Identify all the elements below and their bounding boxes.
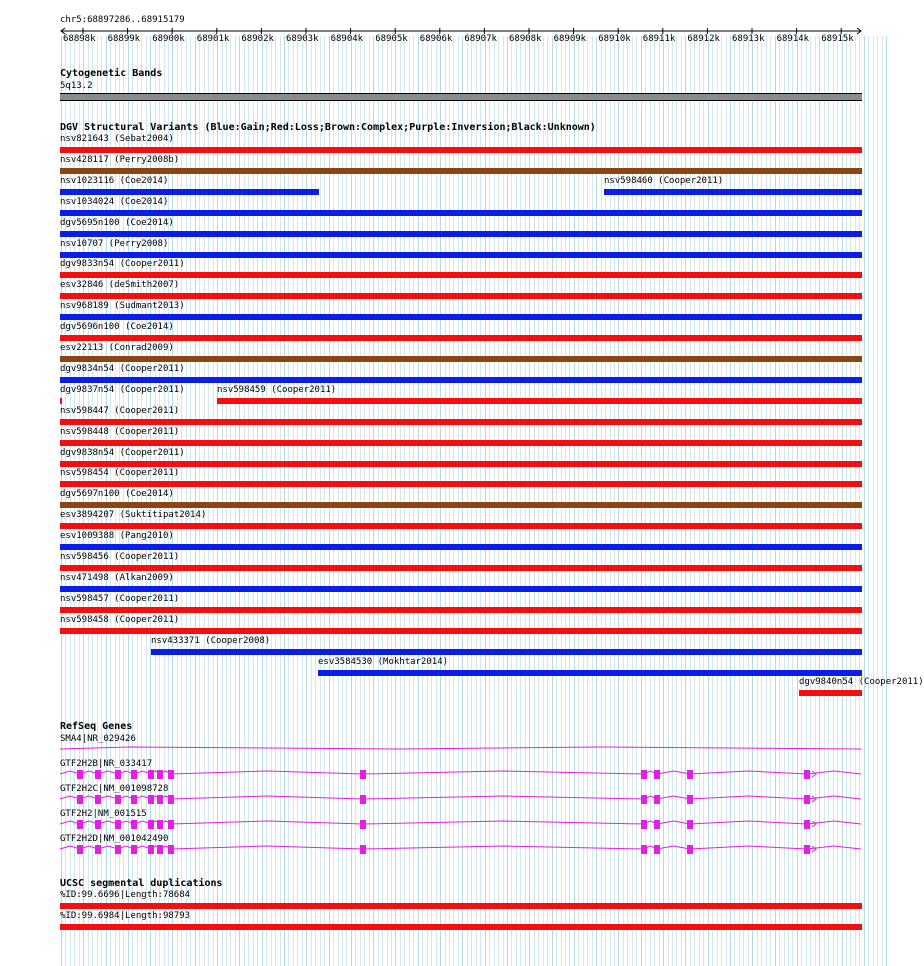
refseq-gene-model[interactable] — [60, 747, 861, 749]
dgv-variant-label: dgv9834n54 (Cooper2011) — [60, 364, 185, 374]
ruler-tick-label: 68907k — [464, 34, 497, 44]
refseq-gene-label: GTF2H2D|NM_001042490 — [60, 834, 169, 844]
dgv-variant-label: dgv9837n54 (Cooper2011) — [60, 385, 185, 395]
dgv-variant-label: nsv471498 (Alkan2009) — [60, 573, 174, 583]
ruler-tick-label: 68898k — [63, 34, 96, 44]
ruler-tick-label: 68912k — [687, 34, 720, 44]
segdup-label: %ID:99.6984|Length:98793 — [60, 911, 191, 921]
refseq-gene-model[interactable] — [60, 795, 861, 804]
dgv-variant-label: dgv5697n100 (Coe2014) — [60, 489, 174, 499]
dgv-variant-label: dgv5696n100 (Coe2014) — [60, 322, 174, 332]
ruler-tick-label: 68911k — [642, 34, 676, 44]
dgv-variant-label: nsv598448 (Cooper2011) — [60, 427, 180, 437]
dgv-variant-label: nsv968189 (Sudmant2013) — [60, 301, 185, 311]
dgv-variant-label: nsv433371 (Cooper2008) — [151, 636, 271, 646]
ruler-tick-label: 68900k — [152, 34, 185, 44]
ruler-tick-label: 68902k — [241, 34, 274, 44]
dgv-variant-label: dgv9840n54 (Cooper2011) — [799, 677, 924, 687]
dgv-variant-label: nsv1023116 (Coe2014) — [60, 176, 169, 186]
dgv-variant-label: nsv598456 (Cooper2011) — [60, 552, 180, 562]
ruler-tick-label: 68908k — [509, 34, 542, 44]
dgv-variant-label: nsv598457 (Cooper2011) — [60, 594, 180, 604]
refseq-gene-label: GTF2H2B|NR_033417 — [60, 759, 153, 769]
dgv-variant-label: nsv598460 (Cooper2011) — [604, 176, 724, 186]
segdup-track-title: UCSC segmental duplications — [60, 878, 223, 889]
refseq-gene-label: GTF2H2|NM_001515 — [60, 809, 147, 819]
dgv-variant-label: esv3584530 (Mokhtar2014) — [318, 657, 449, 667]
ruler-tick-label: 68899k — [107, 34, 141, 44]
refseq-gene-model[interactable] — [60, 770, 861, 779]
dgv-track-title: DGV Structural Variants (Blue:Gain;Red:Loss;Brown:Complex;Purple:Inversion;Black:Unknown) — [60, 122, 596, 133]
ruler-tick-label: 68901k — [196, 34, 230, 44]
refseq-gene-label: GTF2H2C|NM_001098728 — [60, 784, 169, 794]
ruler-tick-label: 68915k — [821, 34, 854, 44]
ruler-tick-label: 68903k — [286, 34, 319, 44]
dgv-variant-label: nsv598447 (Cooper2011) — [60, 406, 180, 416]
ruler-tick-label: 68909k — [553, 34, 587, 44]
cytoband-label: 5q13.2 — [60, 81, 93, 91]
dgv-variant-label: esv32846 (deSmith2007) — [60, 280, 180, 290]
ruler-tick-label: 68905k — [375, 34, 408, 44]
dgv-variant-label: nsv821643 (Sebat2004) — [60, 134, 174, 144]
dgv-variant-label: dgv9838n54 (Cooper2011) — [60, 448, 185, 458]
dgv-variant-label: dgv9833n54 (Cooper2011) — [60, 259, 185, 269]
dgv-variant-label: esv3894207 (Suktitipat2014) — [60, 510, 207, 520]
ruler-tick-label: 68914k — [776, 34, 810, 44]
dgv-variant-label: nsv598454 (Cooper2011) — [60, 468, 180, 478]
region-coordinates: chr5:68897286..68915179 — [60, 15, 185, 25]
dgv-variant-label: esv1009388 (Pang2010) — [60, 531, 174, 541]
dgv-variant-label: dgv5695n100 (Coe2014) — [60, 218, 174, 228]
ruler-tick-label: 68910k — [598, 34, 631, 44]
dgv-variant-label: nsv10707 (Perry2008) — [60, 239, 169, 249]
refseq-gene-model[interactable] — [60, 845, 861, 854]
segdup-bar[interactable] — [60, 903, 862, 909]
dgv-variant-label: esv22113 (Conrad2009) — [60, 343, 174, 353]
segdup-bar[interactable] — [60, 924, 862, 930]
dgv-variant-label: nsv598458 (Cooper2011) — [60, 615, 180, 625]
ruler-tick-label: 68913k — [732, 34, 765, 44]
ruler-tick-label: 68904k — [330, 34, 364, 44]
refseq-gene-model[interactable] — [60, 820, 861, 829]
refseq-gene-label: SMA4|NR_029426 — [60, 734, 136, 744]
refseq-track-title: RefSeq Genes — [60, 721, 133, 732]
dgv-variant-label: nsv1034024 (Coe2014) — [60, 197, 169, 207]
dgv-variant-label: nsv428117 (Perry2008b) — [60, 155, 180, 165]
segdup-label: %ID:99.6696|Length:78684 — [60, 890, 191, 900]
ruler-tick-label: 68906k — [419, 34, 453, 44]
cytoband-track-title: Cytogenetic Bands — [60, 68, 163, 79]
dgv-variant-label: nsv598459 (Cooper2011) — [217, 385, 337, 395]
